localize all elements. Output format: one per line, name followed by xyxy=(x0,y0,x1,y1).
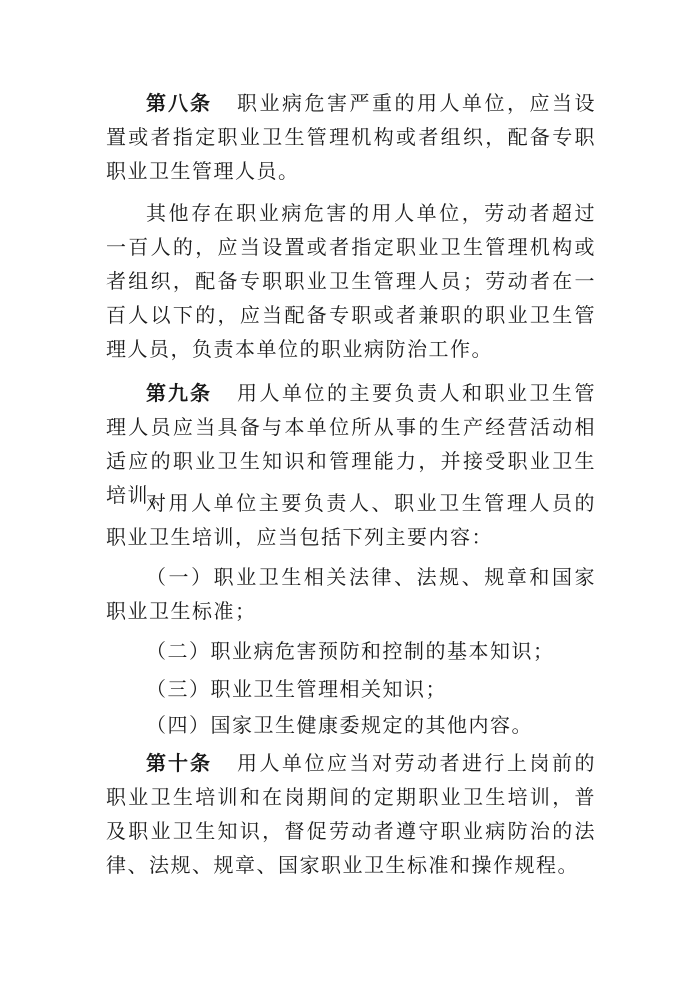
article-10-paragraph xyxy=(106,746,596,882)
article-9-item-3: （三）职业卫生管理相关知识； xyxy=(146,677,447,701)
article-10-number: 第十条 xyxy=(146,751,212,775)
article-8-number: 第八条 xyxy=(146,91,212,115)
article-9-paragraph-2: 对用人单位主要负责人、职业卫生管理人员的职业卫生培训，应当包括下列主要内容： xyxy=(106,491,596,549)
article-9-number: 第九条 xyxy=(146,381,212,405)
article-9-item-1: （一）职业卫生相关法律、法规、规章和国家职业卫生标准； xyxy=(106,565,596,623)
article-9-item-4: （四）国家卫生健康委规定的其他内容。 xyxy=(146,713,533,737)
article-10-text: 用人单位应当对劳动者进行上岗前的职业卫生培训和在岗期间的定期职业卫生培训，普及职业卫生知识，督促劳动者遵守职业病防治的法律、法规、规章、国家职业卫生标准和操作规程。 xyxy=(106,751,596,877)
article-8-text: 职业病危害严重的用人单位，应当设置或者指定职业卫生管理机构或者组织，配备专职职业卫生管理人员。 xyxy=(106,91,596,183)
article-8-paragraph-2: 其他存在职业病危害的用人单位，劳动者超过一百人的，应当设置或者指定职业卫生管理机构或者组织，配备专职职业卫生管理人员；劳动者在一百人以下的，应当配备专职或者兼职的职业卫生管理人员，负责本单位的职业病防治工作。 xyxy=(106,201,596,361)
article-8-paragraph xyxy=(106,86,596,188)
article-9-item-2: （二）职业病危害预防和控制的基本知识； xyxy=(146,639,555,663)
article-9-text: 用人单位的主要负责人和职业卫生管理人员应当具备与本单位所从事的生产经营活动相适应的职业卫生知识和管理能力，并接受职业卫生培训。 xyxy=(106,381,596,507)
